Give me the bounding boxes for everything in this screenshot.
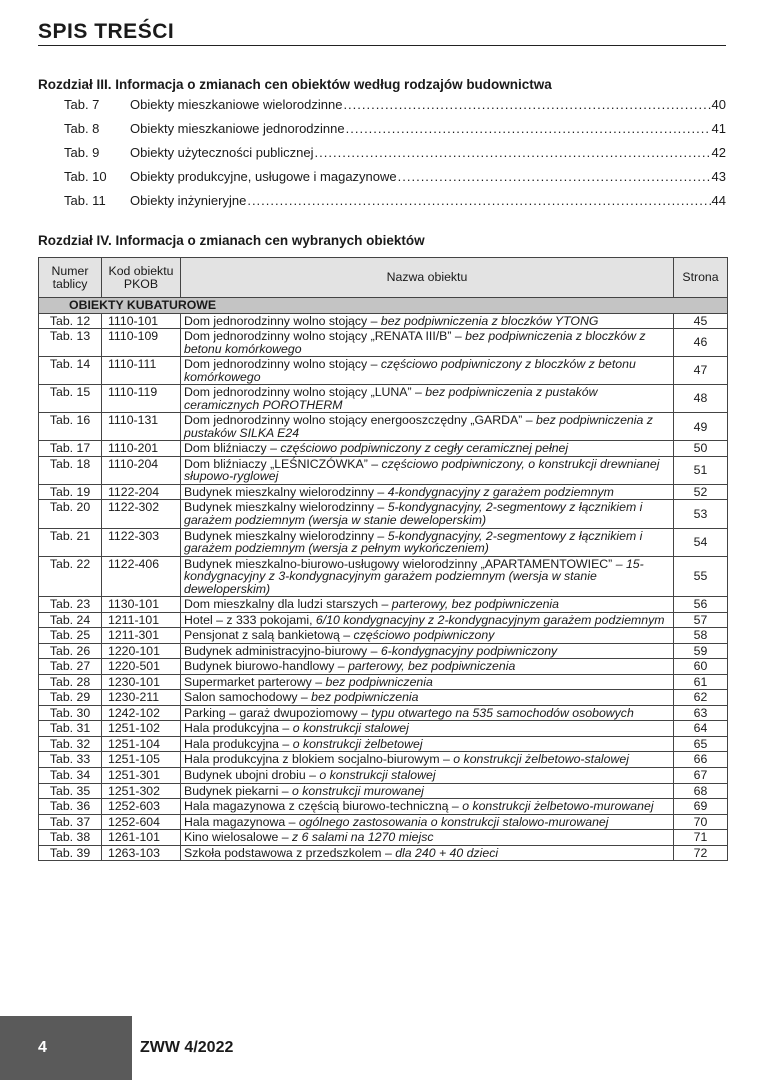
header-pkob-code-line2: PKOB <box>123 276 159 291</box>
object-name-description: – 15-kondygnacyjny z 3-kondygnacyjnym garażem podziemnym (wersja w stanie deweloperskim) <box>184 556 644 596</box>
row-pkob-code: 1122-204 <box>102 484 181 500</box>
row-pkob-code: 1251-104 <box>102 736 181 752</box>
row-pkob-code: 1230-211 <box>102 690 181 706</box>
object-name-description: 5-kondygnacyjny, 2-segmentowy z łącznikiem i garażem podziemnym (wersja z pełnym wykończeniem) <box>184 528 643 556</box>
header-page: Strona <box>674 258 728 298</box>
row-object-name <box>181 313 674 329</box>
row-page-number: 60 <box>674 659 728 675</box>
row-table-number: Tab. 27 <box>39 659 102 675</box>
section-label: OBIEKTY KUBATUROWE <box>39 298 728 314</box>
toc-item[interactable] <box>64 145 726 169</box>
table-row[interactable] <box>39 721 728 737</box>
row-page-number: 69 <box>674 799 728 815</box>
table-row[interactable] <box>39 705 728 721</box>
object-name-main: Hala magazynowa – <box>184 814 299 829</box>
row-pkob-code: 1130-101 <box>102 597 181 613</box>
row-pkob-code: 1251-302 <box>102 783 181 799</box>
object-name-main: Kino wielosalowe – <box>184 830 293 845</box>
row-pkob-code: 1110-204 <box>102 456 181 484</box>
row-page-number: 70 <box>674 814 728 830</box>
object-name-description: bez podpiwniczenia <box>311 690 419 705</box>
object-name-main: Budynek mieszkalny wielorodzinny – <box>184 500 388 515</box>
row-object-name <box>181 385 674 413</box>
object-name-main: Dom mieszkalny dla ludzi starszych – <box>184 597 392 612</box>
table-row[interactable] <box>39 628 728 644</box>
header-table-number-line2: tablicy <box>52 276 88 291</box>
object-name-description: typu otwartego na 535 samochodów osobowych <box>371 705 634 720</box>
header-pkob-code <box>102 258 181 298</box>
object-name-main: Budynek mieszkalno-biurowo-usługowy wielorodzinny „APARTAMENTOWIEC” <box>184 556 616 571</box>
table-row[interactable] <box>39 690 728 706</box>
toc-item-name: Obiekty mieszkaniowe jednorodzinne <box>130 121 345 136</box>
toc-item[interactable] <box>64 97 726 121</box>
row-table-number: Tab. 13 <box>39 329 102 357</box>
row-pkob-code: 1110-119 <box>102 385 181 413</box>
toc-item-page: 43 <box>711 169 726 184</box>
object-name-main: Salon samochodowy – <box>184 690 312 705</box>
row-page-number: 50 <box>674 441 728 457</box>
table-row[interactable] <box>39 830 728 846</box>
table-row[interactable] <box>39 736 728 752</box>
row-table-number: Tab. 39 <box>39 845 102 861</box>
row-object-name <box>181 705 674 721</box>
page-title: SPIS TREŚCI <box>38 20 175 43</box>
row-page-number: 48 <box>674 385 728 413</box>
row-table-number: Tab. 37 <box>39 814 102 830</box>
object-name-description: o konstrukcji stalowej <box>319 768 436 782</box>
row-object-name <box>181 659 674 675</box>
row-object-name <box>181 845 674 861</box>
table-row[interactable] <box>39 413 728 441</box>
object-name-main: Hala produkcyjna z blokiem socjalno-biurowym – <box>184 752 454 767</box>
row-page-number: 55 <box>674 556 728 597</box>
table-row[interactable] <box>39 752 728 768</box>
table-row[interactable] <box>39 768 728 784</box>
object-name-description: częściowo podpiwniczony z bloczków z betonu komórkowego <box>184 357 636 384</box>
row-page-number: 45 <box>674 313 728 329</box>
toc-item-number: Tab. 9 <box>64 145 100 160</box>
row-pkob-code: 1122-302 <box>102 500 181 528</box>
toc-item[interactable] <box>64 121 726 145</box>
title-divider <box>38 45 726 46</box>
table-row[interactable] <box>39 357 728 385</box>
row-pkob-code: 1110-201 <box>102 441 181 457</box>
toc-leader-dots <box>346 121 711 136</box>
row-page-number: 65 <box>674 736 728 752</box>
row-table-number: Tab. 38 <box>39 830 102 846</box>
object-name-description: bez podpiwniczenia z bloczków z betonu komórkowego <box>184 329 646 356</box>
row-pkob-code: 1122-303 <box>102 528 181 556</box>
table-row[interactable] <box>39 329 728 357</box>
object-name-main: Dom jednorodzinny wolno stojący – <box>184 357 381 372</box>
object-name-main: Budynek biurowo-handlowy – <box>184 659 349 674</box>
object-name-main: Dom jednorodzinny wolno stojący „LUNA” – <box>184 385 426 400</box>
header-table-number-line1: Numer <box>51 263 89 278</box>
footer-page-number: 4 <box>38 1039 47 1056</box>
toc-leader-dots <box>343 97 710 112</box>
row-object-name <box>181 556 674 597</box>
row-table-number: Tab. 21 <box>39 528 102 556</box>
object-name-description: dla 240 + 40 dzieci <box>395 845 499 860</box>
object-name-main: Hotel – z 333 pokojami, <box>184 612 316 627</box>
row-pkob-code: 1110-111 <box>102 357 181 385</box>
row-table-number: Tab. 36 <box>39 799 102 815</box>
row-page-number: 72 <box>674 845 728 861</box>
row-table-number: Tab. 14 <box>39 357 102 385</box>
row-object-name <box>181 830 674 846</box>
object-name-main: Pensjonat z salą bankietową – <box>184 628 354 643</box>
table-row[interactable] <box>39 556 728 597</box>
row-table-number: Tab. 20 <box>39 500 102 528</box>
object-name-description: bez podpiwniczenia z pustaków SILKA E24 <box>184 413 653 440</box>
object-name-main: Hala produkcyjna – <box>184 736 293 751</box>
row-pkob-code: 1252-603 <box>102 799 181 815</box>
row-table-number: Tab. 35 <box>39 783 102 799</box>
row-table-number: Tab. 31 <box>39 721 102 737</box>
toc-leader-dots <box>315 145 711 160</box>
toc-item-name: Obiekty mieszkaniowe wielorodzinne <box>130 97 343 112</box>
row-table-number: Tab. 17 <box>39 441 102 457</box>
header-object-name: Nazwa obiektu <box>181 258 674 298</box>
row-page-number: 66 <box>674 752 728 768</box>
object-name-description: o konstrukcji żelbetowej <box>292 736 423 751</box>
row-pkob-code: 1220-101 <box>102 643 181 659</box>
toc-item-page: 44 <box>711 193 726 208</box>
row-table-number: Tab. 28 <box>39 674 102 690</box>
table-row[interactable] <box>39 597 728 613</box>
row-object-name <box>181 736 674 752</box>
object-name-main: Supermarket parterowy – <box>184 674 326 689</box>
row-object-name <box>181 752 674 768</box>
row-pkob-code: 1251-102 <box>102 721 181 737</box>
toc-leader-dots <box>398 169 711 184</box>
row-pkob-code: 1211-101 <box>102 612 181 628</box>
row-object-name <box>181 674 674 690</box>
object-name-description: 6/10 kondygnacyjny z 2-kondygnacyjnym garażem podziemnym <box>315 612 665 627</box>
row-pkob-code: 1263-103 <box>102 845 181 861</box>
toc-item-name: Obiekty inżynieryjne <box>130 193 247 208</box>
row-page-number: 59 <box>674 643 728 659</box>
object-name-main: Parking – garaż dwupoziomowy – <box>184 705 372 720</box>
object-name-main: Budynek ubojni drobiu – <box>184 768 320 782</box>
header-pkob-code-line1: Kod obiektu <box>108 263 174 278</box>
object-name-description: o konstrukcji żelbetowo-murowanej <box>462 799 654 814</box>
row-pkob-code: 1211-301 <box>102 628 181 644</box>
row-object-name <box>181 628 674 644</box>
table-row[interactable] <box>39 643 728 659</box>
row-object-name <box>181 456 674 484</box>
table-row[interactable] <box>39 612 728 628</box>
row-pkob-code: 1242-102 <box>102 705 181 721</box>
row-page-number: 62 <box>674 690 728 706</box>
row-page-number: 57 <box>674 612 728 628</box>
row-object-name <box>181 484 674 500</box>
table-row[interactable] <box>39 313 728 329</box>
row-object-name <box>181 814 674 830</box>
footer-page-box <box>0 1016 132 1080</box>
object-name-description: 6-kondygnacyjny podpiwniczony <box>380 643 558 658</box>
object-name-description: parterowy, bez podpiwniczenia <box>348 659 516 674</box>
row-table-number: Tab. 24 <box>39 612 102 628</box>
object-name-description: o konstrukcji murowanej <box>292 783 424 798</box>
row-table-number: Tab. 12 <box>39 313 102 329</box>
chapter3-heading: Rozdział III. Informacja o zmianach cen obiektów według rodzajów budownictwa <box>38 77 552 92</box>
toc-item[interactable] <box>64 193 726 217</box>
row-object-name <box>181 783 674 799</box>
object-name-main: Dom bliźniaczy – <box>184 441 281 456</box>
row-table-number: Tab. 34 <box>39 768 102 784</box>
object-name-main: Budynek piekarni – <box>184 783 293 798</box>
row-page-number: 56 <box>674 597 728 613</box>
object-name-main: Budynek mieszkalny wielorodzinny – <box>184 528 388 543</box>
row-object-name <box>181 597 674 613</box>
object-name-main: Dom jednorodzinny wolno stojący „RENATA III/B” – <box>184 329 466 344</box>
table-row[interactable] <box>39 783 728 799</box>
toc-leader-dots <box>247 193 710 208</box>
object-name-main: Hala magazynowa z częścią biurowo-techniczną – <box>184 799 463 814</box>
toc-item-number: Tab. 8 <box>64 121 100 136</box>
row-object-name <box>181 612 674 628</box>
row-page-number: 47 <box>674 357 728 385</box>
row-page-number: 49 <box>674 413 728 441</box>
row-page-number: 52 <box>674 484 728 500</box>
row-table-number: Tab. 32 <box>39 736 102 752</box>
row-table-number: Tab. 29 <box>39 690 102 706</box>
row-object-name <box>181 413 674 441</box>
object-name-description: bez podpiwniczenia <box>325 674 433 689</box>
row-pkob-code: 1110-109 <box>102 329 181 357</box>
row-pkob-code: 1251-301 <box>102 768 181 784</box>
row-object-name <box>181 329 674 357</box>
row-object-name <box>181 799 674 815</box>
object-name-main: Hala produkcyjna – <box>184 721 293 736</box>
footer-magazine-issue: ZWW 4/2022 <box>140 1039 234 1056</box>
toc-item[interactable] <box>64 169 726 193</box>
table-row[interactable] <box>39 814 728 830</box>
table-row[interactable] <box>39 659 728 675</box>
row-object-name <box>181 500 674 528</box>
row-table-number: Tab. 33 <box>39 752 102 768</box>
objects-table <box>38 257 728 861</box>
object-name-description: ogólnego zastosowania o konstrukcji stalowo-murowanej <box>298 814 609 829</box>
row-object-name <box>181 528 674 556</box>
row-pkob-code: 1110-131 <box>102 413 181 441</box>
row-table-number: Tab. 22 <box>39 556 102 597</box>
row-page-number: 63 <box>674 705 728 721</box>
toc-item-number: Tab. 7 <box>64 97 100 112</box>
row-page-number: 58 <box>674 628 728 644</box>
section-row <box>39 298 728 314</box>
row-page-number: 51 <box>674 456 728 484</box>
row-table-number: Tab. 18 <box>39 456 102 484</box>
toc-item-page: 41 <box>711 121 726 136</box>
chapter4-heading: Rozdział IV. Informacja o zmianach cen wybranych obiektów <box>38 233 425 248</box>
object-name-description: bez podpiwniczenia z bloczków YTONG <box>380 313 599 328</box>
row-table-number: Tab. 26 <box>39 643 102 659</box>
table-row[interactable] <box>39 385 728 413</box>
object-name-description: o konstrukcji żelbetowo-stalowej <box>453 752 629 767</box>
object-name-description: 5-kondygnacyjny, 2-segmentowy z łącznikiem i garażem podziemnym (wersja w stanie deweloperskim) <box>184 500 643 527</box>
row-pkob-code: 1220-501 <box>102 659 181 675</box>
row-pkob-code: 1230-101 <box>102 674 181 690</box>
toc-item-name: Obiekty użyteczności publicznej <box>130 145 314 160</box>
object-name-description: częściowo podpiwniczony z cegły ceramicznej pełnej <box>280 441 569 456</box>
row-table-number: Tab. 15 <box>39 385 102 413</box>
object-name-description: parterowy, bez podpiwniczenia <box>391 597 560 612</box>
row-object-name <box>181 441 674 457</box>
row-table-number: Tab. 19 <box>39 484 102 500</box>
object-name-main: Budynek mieszkalny wielorodzinny – <box>184 484 388 499</box>
table-row[interactable] <box>39 456 728 484</box>
table-row[interactable] <box>39 674 728 690</box>
row-table-number: Tab. 25 <box>39 628 102 644</box>
object-name-description: częściowo podpiwniczony, o konstrukcji drewnianej słupowo-ryglowej <box>184 456 660 484</box>
object-name-main: Szkoła podstawowa z przedszkolem – <box>184 845 396 860</box>
row-object-name <box>181 357 674 385</box>
row-object-name <box>181 643 674 659</box>
object-name-description: częściowo podpiwniczony <box>353 628 495 643</box>
row-page-number: 67 <box>674 768 728 784</box>
table-row[interactable] <box>39 528 728 556</box>
row-table-number: Tab. 30 <box>39 705 102 721</box>
object-name-main: Dom jednorodzinny wolno stojący energooszczędny „GARDA” – <box>184 413 536 428</box>
toc-item-number: Tab. 10 <box>64 169 107 184</box>
object-name-description: o konstrukcji stalowej <box>292 721 409 736</box>
row-object-name <box>181 690 674 706</box>
table-row[interactable] <box>39 500 728 528</box>
row-pkob-code: 1110-101 <box>102 313 181 329</box>
row-page-number: 64 <box>674 721 728 737</box>
chapter3-toc <box>64 97 726 217</box>
row-page-number: 46 <box>674 329 728 357</box>
table-row[interactable] <box>39 845 728 861</box>
row-pkob-code: 1122-406 <box>102 556 181 597</box>
row-page-number: 71 <box>674 830 728 846</box>
object-name-main: Budynek administracyjno-biurowy – <box>184 643 381 658</box>
toc-item-page: 42 <box>711 145 726 160</box>
toc-item-page: 40 <box>711 97 726 112</box>
row-object-name <box>181 768 674 784</box>
object-name-description: bez podpiwniczenia z pustaków ceramicznych POROTHERM <box>184 385 598 412</box>
object-name-main: Dom jednorodzinny wolno stojący – <box>184 313 381 328</box>
row-table-number: Tab. 16 <box>39 413 102 441</box>
object-name-description: z 6 salami na 1270 miejsc <box>292 830 434 845</box>
table-row[interactable] <box>39 441 728 457</box>
object-name-main: Dom bliźniaczy „LEŚNICZÓWKA” – <box>184 456 382 471</box>
row-object-name <box>181 721 674 737</box>
toc-item-number: Tab. 11 <box>64 193 106 208</box>
row-page-number: 61 <box>674 674 728 690</box>
toc-item-name: Obiekty produkcyjne, usługowe i magazynowe <box>130 169 397 184</box>
header-table-number <box>39 258 102 298</box>
row-pkob-code: 1252-604 <box>102 814 181 830</box>
table-row[interactable] <box>39 484 728 500</box>
row-page-number: 54 <box>674 528 728 556</box>
row-pkob-code: 1261-101 <box>102 830 181 846</box>
object-name-description: 4-kondygnacyjny z garażem podziemnym <box>387 484 614 499</box>
row-page-number: 68 <box>674 783 728 799</box>
row-page-number: 53 <box>674 500 728 528</box>
row-table-number: Tab. 23 <box>39 597 102 613</box>
table-row[interactable] <box>39 799 728 815</box>
row-pkob-code: 1251-105 <box>102 752 181 768</box>
